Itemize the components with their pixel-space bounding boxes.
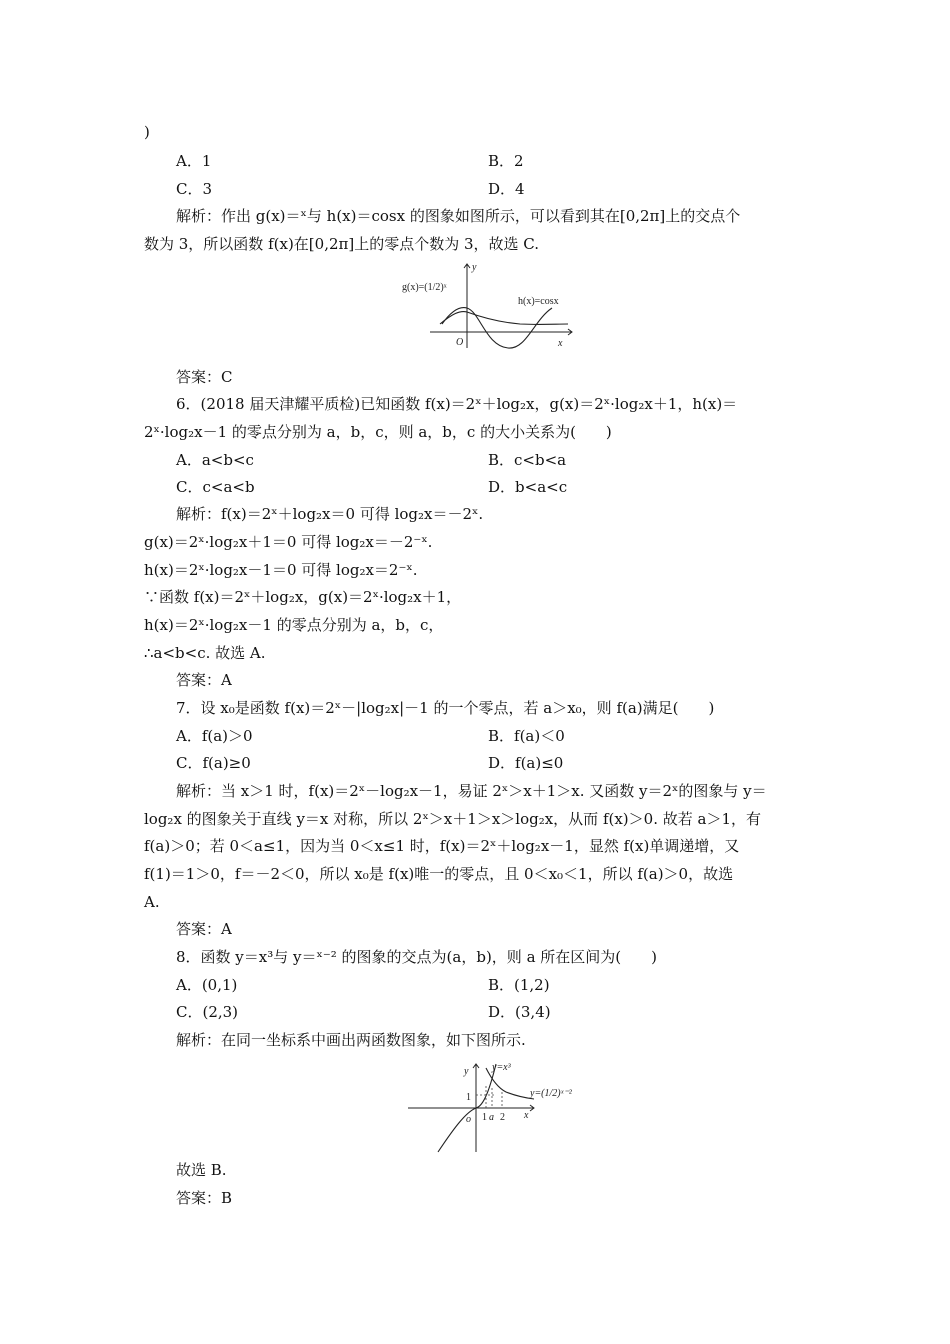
q5-figure — [400, 258, 590, 358]
q6-solution-line-6: ∴a<b<c. 故选 A. — [144, 644, 266, 662]
q8-solution-line-1: 解析：在同一坐标系中画出两函数图象，如下图所示. — [176, 1031, 526, 1049]
q7-option-c: C．f(a)≥0 — [176, 754, 251, 772]
q7-answer: 答案：A — [176, 920, 232, 938]
q8-label-o: o — [466, 1114, 471, 1125]
q6-answer: 答案：A — [176, 671, 232, 689]
q6-solution-line-5: h(x)＝2ˣ·log₂x－1 的零点分别为 a，b，c， — [144, 616, 444, 634]
q8-label-tick2: 2 — [500, 1112, 505, 1123]
q6-solution-line-3: h(x)＝2ˣ·log₂x－1＝0 可得 log₂x＝2⁻ˣ. — [144, 561, 418, 579]
q8-label-y: y — [464, 1066, 469, 1077]
q8-option-b: B．(1,2) — [488, 976, 550, 994]
q5-label-x: x — [558, 338, 563, 349]
q6-option-b: B．c<b<a — [488, 451, 567, 469]
q7-option-d: D．f(a)≤0 — [488, 754, 564, 772]
q5-solution-line-1: 解析：作出 g(x)＝ˣ与 h(x)＝cosx 的图象如图所示，可以看到其在[0,2π]上的交点个 — [176, 207, 741, 225]
q8-label-ytick: 1 — [466, 1092, 471, 1103]
q5-label-y: y — [472, 262, 477, 273]
q5-label-g: g(x)=(1/2)ˣ — [402, 282, 447, 293]
q8-figure — [404, 1058, 584, 1154]
q5-solution-line-2: 数为 3，所以函数 f(x)在[0,2π]上的零点个数为 3，故选 C. — [144, 235, 540, 253]
q6-option-c: C．c<a<b — [176, 478, 255, 496]
q6-solution-line-2: g(x)＝2ˣ·log₂x＋1＝0 可得 log₂x＝－2⁻ˣ. — [144, 533, 433, 551]
q7-solution-line-2: log₂x 的图象关于直线 y＝x 对称，所以 2ˣ＞x＋1＞x＞log₂x，从而 f(x)＞0. 故若 a＞1，有 — [144, 810, 761, 828]
q8-stem: 8．函数 y＝x³与 y＝ˣ⁻² 的图象的交点为(a，b)，则 a 所在区间为( ) — [176, 948, 657, 966]
q7-solution-line-4: f(1)＝1＞0，f＝－2＜0，所以 x₀是 f(x)唯一的零点，且 0＜x₀＜1，所以 f(a)＞0，故选 — [144, 865, 734, 883]
q6-stem-line-1: 6．(2018 届天津耀平质检)已知函数 f(x)＝2ˣ＋log₂x，g(x)＝2ˣ·log₂x＋1，h(x)＝ — [176, 395, 738, 413]
q5-label-h: h(x)=cosx — [518, 296, 559, 307]
q8-label-cubic: y=x³ — [492, 1062, 511, 1073]
q7-option-b: B．f(a)＜0 — [488, 727, 565, 745]
q6-option-d: D．b<a<c — [488, 478, 568, 496]
q8-option-c: C．(2,3) — [176, 1003, 239, 1021]
q6-solution-line-1: 解析：f(x)＝2ˣ＋log₂x＝0 可得 log₂x＝－2ˣ. — [176, 505, 484, 523]
q6-solution-line-4: ∵函数 f(x)＝2ˣ＋log₂x，g(x)＝2ˣ·log₂x＋1， — [144, 588, 462, 606]
q8-solution-line-2: 故选 B. — [176, 1161, 227, 1179]
q8-option-d: D．(3,4) — [488, 1003, 551, 1021]
q5-option-c: C．3 — [176, 180, 213, 198]
q5-option-d: D．4 — [488, 180, 525, 198]
q6-option-a: A．a<b<c — [176, 451, 254, 469]
q7-solution-line-3: f(a)＞0；若 0＜a≤1，因为当 0＜x≤1 时，f(x)＝2ˣ＋log₂x－1，显然 f(x)单调递增，又 — [144, 837, 740, 855]
q7-stem: 7．设 x₀是函数 f(x)＝2ˣ－|log₂x|－1 的一个零点，若 a＞x₀，则 f(a)满足( ) — [176, 699, 715, 717]
q7-solution-line-1: 解析：当 x＞1 时，f(x)＝2ˣ－log₂x－1，易证 2ˣ＞x＋1＞x. 又函数 y＝2ˣ的图象与 y＝ — [176, 782, 767, 800]
q8-option-a: A．(0,1) — [176, 976, 238, 994]
q7-solution-line-5: A. — [144, 893, 160, 911]
q5-closing-paren: ) — [144, 123, 150, 141]
q6-stem-line-2: 2ˣ·log₂x－1 的零点分别为 a，b，c，则 a，b，c 的大小关系为( ) — [144, 423, 612, 441]
q5-label-o: O — [456, 337, 464, 348]
q7-option-a: A．f(a)＞0 — [176, 727, 253, 745]
q5-option-b: B．2 — [488, 152, 524, 170]
q5-answer: 答案：C — [176, 368, 233, 386]
q8-label-x: x — [524, 1110, 529, 1121]
q8-label-exp: y=(1/2)ˣ⁻² — [530, 1088, 572, 1099]
q5-curve-g — [440, 312, 568, 325]
q8-answer: 答案：B — [176, 1189, 233, 1207]
q8-label-a: a — [489, 1112, 494, 1123]
q8-label-tick1: 1 — [482, 1112, 487, 1123]
q5-option-a: A．1 — [176, 152, 212, 170]
